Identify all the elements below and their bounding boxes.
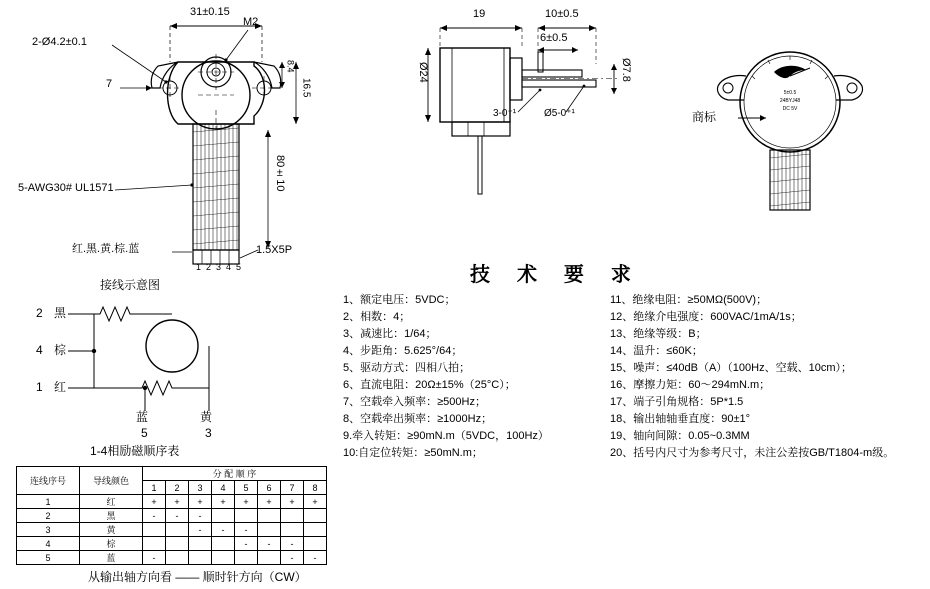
svg-text:DC 5V: DC 5V (782, 106, 798, 112)
spec-item: 15、噪声：≤40dB（A）（100Hz、空载、10cm）； (610, 362, 852, 374)
cell: - (212, 523, 235, 537)
cell (304, 509, 327, 523)
cell: - (304, 551, 327, 565)
wiring-pin-5-color: 蓝 (136, 410, 149, 424)
dim-mount-holes: 2-Ø4.2±0.1 (32, 36, 87, 48)
dim-side-6: 6±0.5 (540, 32, 568, 44)
cell (304, 523, 327, 537)
connector-pitch-label: 1.5X5P (256, 244, 293, 256)
spec-item: 2、相数：4； (343, 311, 411, 323)
sequence-table-caption: 1-4相励磁顺序表 (90, 444, 180, 458)
cell (258, 509, 281, 523)
spec-item: 14、温升：≤60K； (610, 345, 703, 357)
cell (235, 551, 258, 565)
dim-side-10: 10±0.5 (545, 8, 579, 20)
cell (143, 523, 166, 537)
spec-item: 10:自定位转矩：≥50mN.m； (343, 447, 483, 459)
wiring-pin-2-color: 黑 (54, 306, 67, 320)
wiring-pin-1-num: 1 (36, 380, 43, 394)
spec-item: 4、步距角：5.625°/64； (343, 345, 463, 357)
cell (212, 551, 235, 565)
row-no: 1 (17, 495, 80, 509)
cell: - (166, 509, 189, 523)
spec-item: 20、括号内尺寸为参考尺寸，未注公差按GB/T1804-m级。 (610, 447, 895, 459)
wiring-diagram-title: 接线示意图 (100, 278, 161, 292)
cell: + (304, 495, 327, 509)
cell (258, 523, 281, 537)
dim-diameter-7-8: Ø7.8 (619, 58, 632, 82)
dim-side-19: 19 (473, 8, 486, 20)
dim-height-16-5: 16.5 (300, 78, 312, 98)
row-no: 5 (17, 551, 80, 565)
dim-3-tol: 3-0⁺¹ (493, 108, 517, 119)
table-header-row (17, 467, 327, 481)
row-no: 2 (17, 509, 80, 523)
cell: + (235, 495, 258, 509)
cell: + (166, 495, 189, 509)
row-color: 棕 (80, 537, 143, 551)
cell (166, 551, 189, 565)
cell (212, 537, 235, 551)
row-color: 蓝 (80, 551, 143, 565)
cell: + (281, 495, 304, 509)
spec-item: 13、绝缘等级：B； (610, 328, 707, 340)
table-row (17, 509, 327, 523)
step-num: 1 (143, 481, 166, 495)
cell (166, 523, 189, 537)
cell: - (235, 537, 258, 551)
step-num: 3 (189, 481, 212, 495)
svg-text:24BYJ48: 24BYJ48 (779, 98, 801, 104)
cell: - (281, 537, 304, 551)
cell: - (258, 537, 281, 551)
cell: + (212, 495, 235, 509)
dim-screw-m2: M2 (243, 16, 259, 28)
cell: - (235, 523, 258, 537)
wire-spec-label: 5-AWG30# UL1571 (18, 182, 114, 194)
dim-left-7: 7 (106, 78, 113, 90)
wiring-pin-4-color: 棕 (54, 343, 67, 357)
cell: - (281, 551, 304, 565)
cell: - (189, 509, 212, 523)
header-distribution-order: 分 配 顺 序 (143, 467, 327, 481)
table-row (17, 537, 327, 551)
specs-left-column (343, 292, 613, 462)
wiring-pin-5-num: 5 (141, 426, 148, 440)
label-view-svg (690, 20, 890, 240)
spec-item: 3、减速比：1/64； (343, 328, 437, 340)
cell: + (258, 495, 281, 509)
cell (166, 537, 189, 551)
header-wire-no: 连线序号 (17, 467, 80, 495)
dim-wire-length: 80±10 (273, 155, 286, 192)
spec-item: 16、摩擦力矩：60～294mN.m； (610, 379, 771, 391)
wiring-diagram (20, 296, 270, 446)
cell (281, 509, 304, 523)
side-view-drawing (418, 0, 668, 230)
wiring-pin-3-color: 黄 (200, 410, 213, 424)
step-num: 4 (212, 481, 235, 495)
sequence-table (16, 466, 327, 565)
cell (212, 509, 235, 523)
dim-diameter-24: Ø24 (416, 62, 429, 83)
label-view-drawing (690, 20, 890, 240)
cell: + (143, 495, 166, 509)
row-color: 黄 (80, 523, 143, 537)
cell: - (189, 523, 212, 537)
spec-item: 17、端子引角规格：5P*1.5 (610, 396, 744, 408)
cell (143, 537, 166, 551)
row-color: 红 (80, 495, 143, 509)
cell: + (189, 495, 212, 509)
wiring-pin-4-num: 4 (36, 343, 43, 357)
spec-item: 8、空载牵出频率：≥1000Hz； (343, 413, 493, 425)
row-no: 4 (17, 537, 80, 551)
row-no: 3 (17, 523, 80, 537)
front-view-drawing (0, 0, 340, 290)
spec-item: 12、绝缘介电强度：600VAC/1mA/1s； (610, 311, 802, 323)
spec-item: 7、空载牵入频率：≥500Hz； (343, 396, 486, 408)
cell (189, 551, 212, 565)
spec-item: 11、绝缘电阻：≥50MΩ(500V)； (610, 294, 768, 306)
specs-right-column (610, 292, 930, 462)
dim-front-width: 31±0.15 (190, 6, 230, 18)
svg-text:5±0.5: 5±0.5 (783, 90, 797, 96)
excitation-sequence-table (16, 466, 327, 565)
spec-item: 6、直流电阻：20Ω±15%（25°C）； (343, 379, 516, 391)
spec-item: 1、额定电压：5VDC； (343, 294, 456, 306)
spec-item: 9.牵入转矩：≥90mN.m（5VDC，100Hz） (343, 430, 549, 442)
table-row (17, 551, 327, 565)
cell (235, 509, 258, 523)
wiring-pin-2-num: 2 (36, 306, 43, 320)
step-num: 7 (281, 481, 304, 495)
step-num: 6 (258, 481, 281, 495)
step-num: 2 (166, 481, 189, 495)
spec-item: 18、输出轴轴垂直度：90±1° (610, 413, 751, 425)
dim-diameter-5: Ø5-0⁺¹ (544, 108, 575, 119)
wiring-pin-3-num: 3 (205, 426, 212, 440)
spec-item: 19、轴向间隙：0.05~0.3MM (610, 430, 750, 442)
technical-requirements-title: 技 术 要 求 (470, 262, 641, 286)
cell: - (143, 509, 166, 523)
cell (281, 523, 304, 537)
header-wire-color: 导线颜色 (80, 467, 143, 495)
brand-label: 商标 (692, 110, 717, 124)
spec-item: 5、驱动方式：四相八拍； (343, 362, 471, 374)
cell (304, 537, 327, 551)
step-num: 8 (304, 481, 327, 495)
wire-colors-label: 红.黑.黄.棕.蓝 (72, 243, 140, 255)
table-row (17, 523, 327, 537)
table-row (17, 495, 327, 509)
dim-height-8-4: 8.4 (285, 60, 296, 73)
cell (189, 537, 212, 551)
sequence-table-footer: 从输出轴方向看 —— 顺时针方向（CW） (88, 570, 307, 584)
wiring-pin-1-color: 红 (54, 380, 67, 394)
row-color: 黑 (80, 509, 143, 523)
step-num: 5 (235, 481, 258, 495)
connector-pin-numbers: 12345 (196, 262, 247, 272)
cell: - (143, 551, 166, 565)
cell (258, 551, 281, 565)
